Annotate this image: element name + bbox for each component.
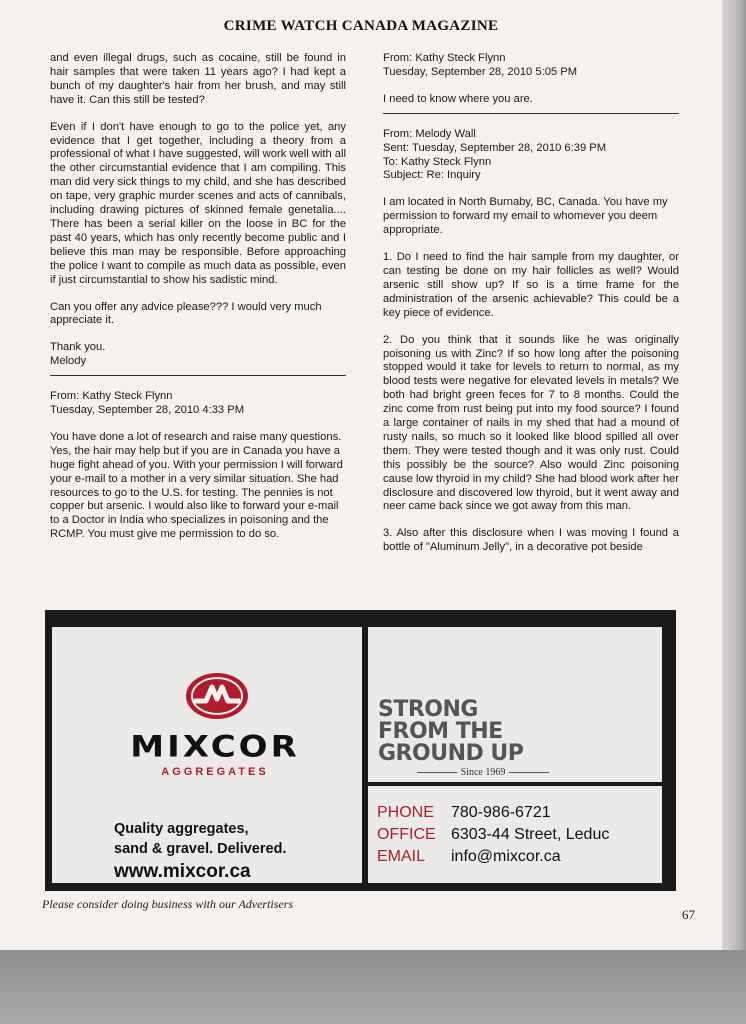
scan-background [0, 950, 746, 1024]
contact-value: info@mixcor.ca [451, 848, 561, 865]
right-paragraph: 3. Also after this disclosure when I was moving I found a bottle of "Aluminum Jelly", in a decorative pot beside [383, 527, 679, 554]
advertiser-footer: Please consider doing business with our Advertisers [42, 897, 294, 911]
ad-website: www.mixcor.ca [114, 861, 251, 882]
left-paragraph: and even illegal drugs, such as cocaine, still be found in hair samples that were taken 11 years ago? I had kept a bunch of my daughter's hair from her brush, and may still have it. Can this still be tested? [50, 52, 346, 106]
ad-slogan: STRONG FROM THE GROUND UP [378, 697, 524, 766]
contact-label: OFFICE [377, 826, 436, 843]
divider [50, 375, 346, 376]
right-column [383, 52, 679, 568]
contact-label: EMAIL [377, 848, 426, 865]
right-paragraph: 1. Do I need to find the hair sample from my daughter, or can testing be done on my hair follicles as well? Would arsenic still show up? If so is a time frame for the administration of the arsenic achievable? This could be a key piece of evidence. [383, 251, 679, 319]
since-year: Since 1969 [398, 767, 568, 778]
mixcor-advertisement [45, 610, 676, 891]
divider [383, 113, 679, 114]
right-paragraph: 2. Do you think that it sounds like he was originally poisoning us with Zinc? If so how long after the poisoning stopped would it take for levels to return to normal, as my blood tests were negative for elevated levels in metals? We both had bright green feces for 7 to 8 months. Could the zinc come from rust being put into my food source? I found a large container of nails in my shed that had a mound of rusty nails, so much so it looked like blood spilled all over them. They were tested though and it was only rust. Could this possibly be the source? Also would Zinc poisoning cause low thyroid in my child? She had blood work after her disclosure and discovered low thyroid, but it went away and neer came back since we got away from this man. [383, 333, 679, 513]
right-paragraph: I am located in North Burnaby, BC, Canada. You have my permission to forward my email to whomever you deem appropriate. [383, 196, 668, 237]
left-paragraph: Can you offer any advice please??? I would very much appreciate it. [50, 300, 322, 327]
left-column [50, 52, 346, 555]
contact-label: PHONE [377, 804, 434, 821]
contact-phone [377, 804, 551, 822]
ad-contact-panel [368, 786, 662, 883]
left-paragraph: Even if I don't have enough to go to the police yet, any evidence that I get together, including a theory from a professional of what I have suggested, will work well with all the other circumstantial evidence that I am compiling. This man did very sick things to my child, and she has described on tape, very graphic murder scenes and acts of cannibals, including drawing pictures of skinned female genetalia.... There has been a serial killer on the loose in BC for the past 40 years, which has only recently become public and I believe this man may be responsible. Before approaching the police I want to compile as much data as possible, even if just circumstantial to show his sadistic mind. [50, 120, 346, 286]
page-number: 67 [682, 907, 695, 922]
email-header: From: Melody Wall Sent: Tuesday, September 28, 2010 6:39 PM To: Kathy Steck Flynn Subject: Re: Inquiry [383, 127, 607, 182]
email-header: From: Kathy Steck Flynn Tuesday, September 28, 2010 4:33 PM [50, 390, 245, 417]
mixcor-logo-icon [184, 671, 250, 721]
ad-logo-panel [52, 627, 362, 883]
ad-tagline: Quality aggregates, sand & gravel. Delivered. [114, 821, 287, 857]
left-paragraph: You have done a lot of research and raise many questions. Yes, the hair may help but if you are in Canada you have a huge fight ahead of you. With your permission I will forward your e-mail to a mother in a very similar situation. She had resources to go to the U.S. for testing. The pennies is not copper but arsenic. I would also like to forward your e-mail to a Doctor in India who specializes in poisoning and the RCMP. You must give me permission to do so. [50, 430, 343, 541]
contact-value: 6303-44 Street, Leduc [451, 826, 610, 843]
contact-value: 780-986-6721 [451, 804, 551, 821]
right-paragraph: I need to know where you are. [383, 92, 533, 105]
contact-email [377, 848, 561, 866]
brand-name: MIXCOR [130, 730, 300, 764]
page-edge-shadow [722, 0, 746, 950]
ad-slogan-panel [368, 627, 662, 782]
signoff: Thank you. Melody [50, 341, 106, 368]
masthead: CRIME WATCH CANADA MAGAZINE [223, 18, 499, 34]
brand-subtitle: AGGREGATES [161, 766, 269, 778]
email-header: From: Kathy Steck Flynn Tuesday, September 28, 2010 5:05 PM [383, 52, 578, 78]
contact-office [377, 826, 609, 844]
